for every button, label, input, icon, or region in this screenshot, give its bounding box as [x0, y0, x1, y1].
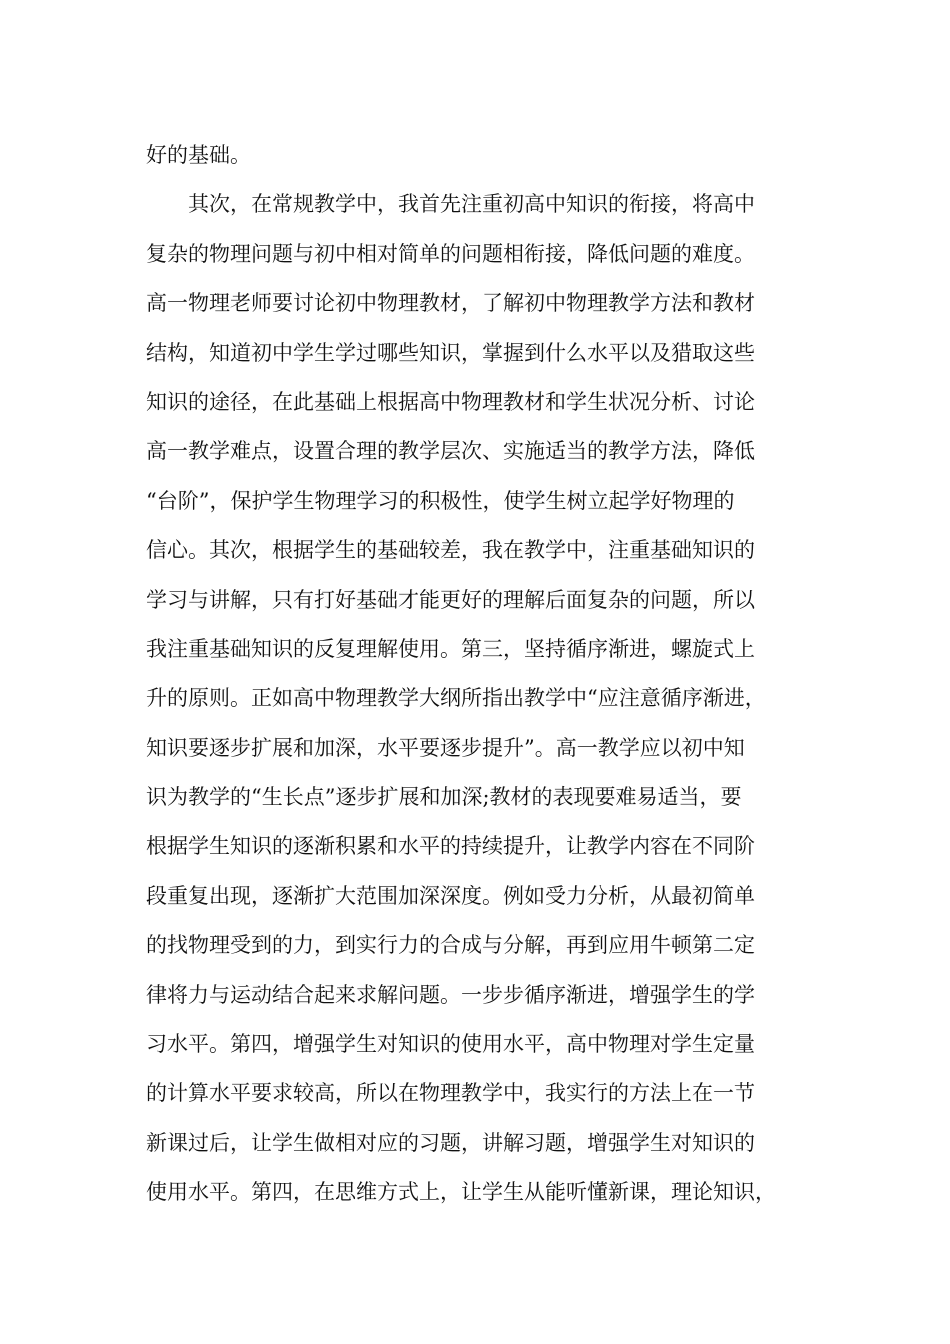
- text-line: “台阶”，保护学生物理学习的积极性，使学生树立起学好物理的: [146, 488, 735, 513]
- text-line: 知识的途径，在此基础上根据高中物理教材和学生状况分析、讨论: [146, 389, 755, 414]
- text-line: 学习与讲解，只有打好基础才能更好的理解后面复杂的问题，所以: [146, 587, 755, 612]
- text-line: 律将力与运动结合起来求解问题。一步步循序渐进，增强学生的学: [146, 982, 755, 1007]
- text-line: 信心。其次，根据学生的基础较差，我在教学中，注重基础知识的: [146, 538, 755, 563]
- text-line: 升的原则。正如高中物理教学大纲所指出教学中“应注意循序渐进，: [146, 686, 766, 711]
- text-line: 复杂的物理问题与初中相对简单的问题相衔接，降低问题的难度。: [146, 241, 755, 266]
- text-line: 高一教学难点，设置合理的教学层次、实施适当的教学方法，降低: [146, 439, 755, 464]
- text-line: 好的基础。: [146, 143, 251, 167]
- text-line: 新课过后，让学生做相对应的习题，讲解习题，增强学生对知识的: [146, 1130, 755, 1155]
- text-line: 的找物理受到的力，到实行力的合成与分解，再到应用牛顿第二定: [146, 933, 755, 958]
- body-text: [146, 131, 826, 1218]
- text-line: 识为教学的“生长点”逐步扩展和加深;教材的表现要难易适当，要: [146, 785, 742, 810]
- text-line: 使用水平。第四，在思维方式上，让学生从能听懂新课，理论知识，: [146, 1180, 776, 1205]
- text-line: 的计算水平要求较高，所以在物理教学中，我实行的方法上在一节: [146, 1081, 755, 1106]
- text-line: 我注重基础知识的反复理解使用。第三，坚持循序渐进，螺旋式上: [146, 636, 755, 661]
- text-line: 结构，知道初中学生学过哪些知识，掌握到什么水平以及猎取这些: [146, 340, 755, 365]
- text-line: 其次，在常规教学中，我首先注重初高中知识的衔接，将高中: [146, 192, 755, 217]
- text-line: 习水平。第四，增强学生对知识的使用水平，高中物理对学生定量: [146, 1032, 755, 1057]
- text-line: 段重复出现，逐渐扩大范围加深深度。例如受力分析，从最初简单: [146, 883, 755, 908]
- text-line: 根据学生知识的逐渐积累和水平的持续提升，让教学内容在不同阶: [146, 834, 755, 859]
- text-line: 高一物理老师要讨论初中物理教材，了解初中物理教学方法和教材: [146, 291, 755, 316]
- text-line: 知识要逐步扩展和加深，水平要逐步提升”。高一教学应以初中知: [146, 735, 745, 760]
